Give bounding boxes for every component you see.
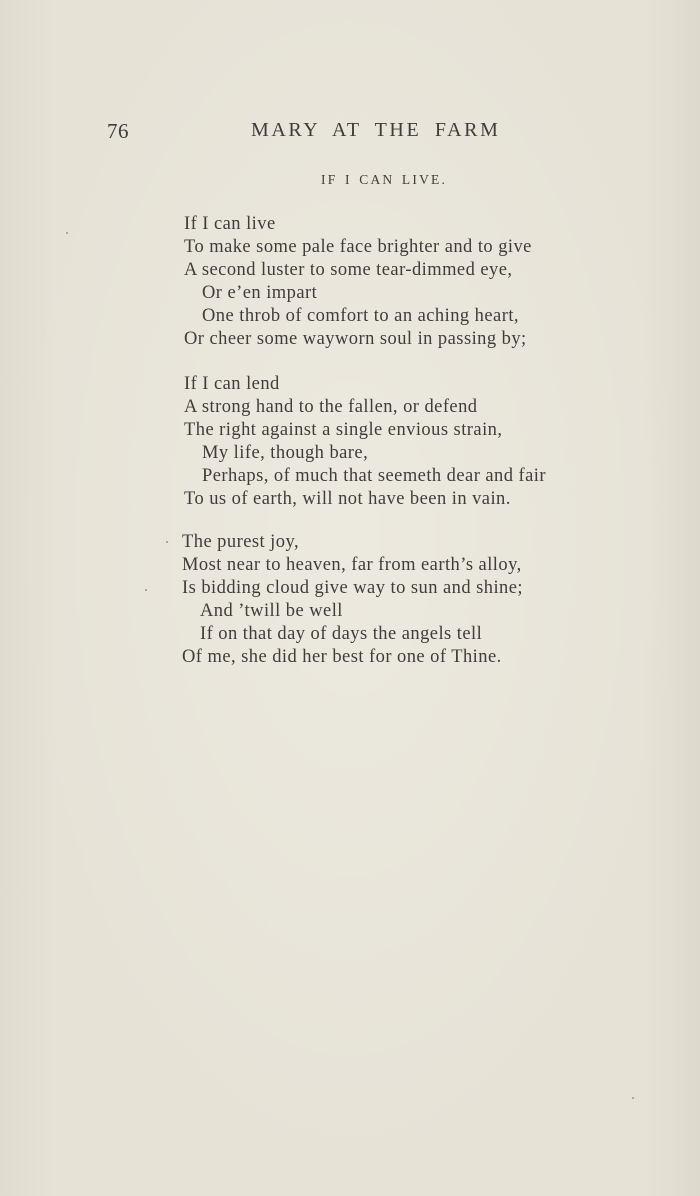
poem-line: To make some pale face brighter and to give <box>184 237 532 257</box>
poem-line: Of me, she did her best for one of Thine. <box>182 647 502 667</box>
poem-line-indented: My life, though bare, <box>202 443 369 463</box>
poem-line-indented: If on that day of days the angels tell <box>200 624 483 644</box>
poem-line: Or cheer some wayworn soul in passing by; <box>184 329 527 349</box>
paper-speck <box>66 232 68 234</box>
poem-line: If I can lend <box>184 374 280 394</box>
poem-line: Is bidding cloud give way to sun and shine; <box>182 578 524 598</box>
stanza-3 <box>182 531 523 669</box>
poem-title: IF I CAN LIVE. <box>321 172 448 187</box>
poem-line-indented: Perhaps, of much that seemeth dear and fair <box>202 466 547 486</box>
poem-line: A second luster to some tear-dimmed eye, <box>184 260 513 280</box>
paper-speck <box>145 589 147 591</box>
poem-line: The right against a single envious strain, <box>184 420 503 440</box>
poem-line: To us of earth, will not have been in vain. <box>184 489 511 509</box>
poem-line: Most near to heaven, far from earth’s alloy, <box>182 555 522 575</box>
stanza-2 <box>184 373 546 511</box>
poem-line-indented: Or e’en impart <box>202 283 318 303</box>
running-head: MARY AT THE FARM <box>251 119 501 141</box>
paper-speck <box>632 1097 634 1099</box>
poem-line: A strong hand to the fallen, or defend <box>184 397 478 417</box>
poem-line-indented: And ’twill be well <box>200 601 343 621</box>
paper-speck <box>166 541 168 543</box>
poem-line: The purest joy, <box>182 532 300 552</box>
poem-line: If I can live <box>184 214 276 234</box>
page-number: 76 <box>107 119 129 143</box>
stanza-1 <box>184 213 532 351</box>
poem-line-indented: One throb of comfort to an aching heart, <box>202 306 519 326</box>
